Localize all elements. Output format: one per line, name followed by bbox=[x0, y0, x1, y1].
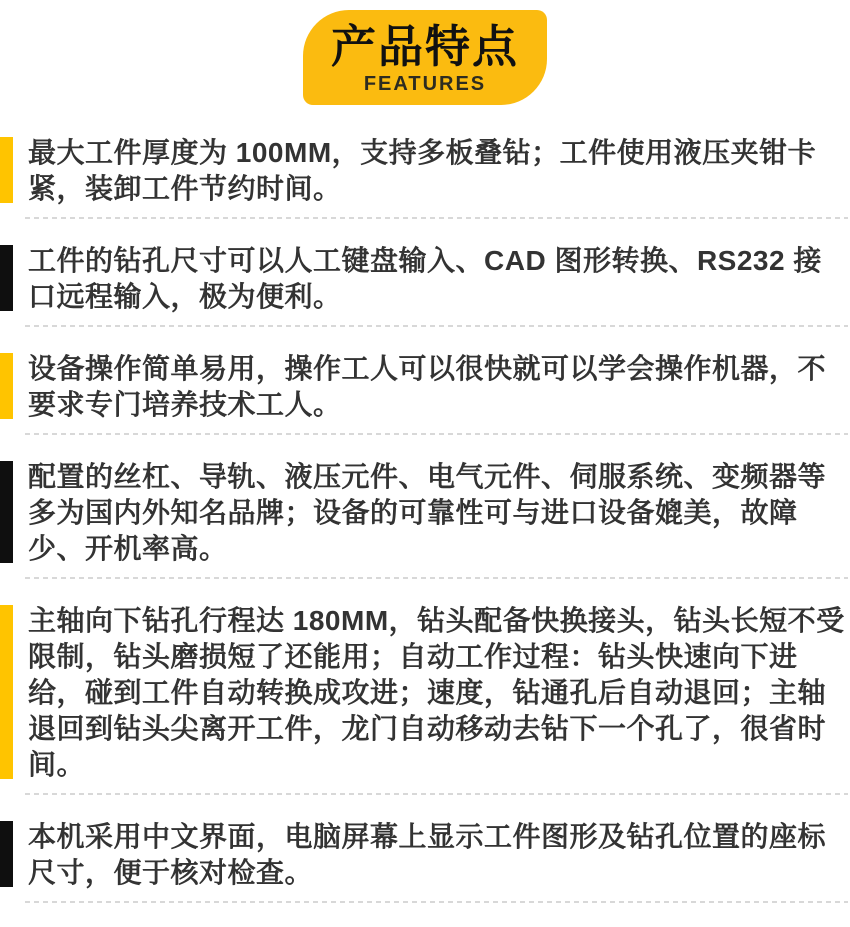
dashed-divider bbox=[25, 901, 848, 903]
dashed-divider bbox=[25, 325, 848, 327]
dashed-divider bbox=[25, 577, 848, 579]
feature-item bbox=[0, 351, 850, 423]
dashed-divider bbox=[25, 433, 848, 435]
accent-bar bbox=[0, 461, 13, 563]
feature-text: 工件的钻孔尺寸可以人工键盘输入、CAD 图形转换、RS232 接口远程输入，极为便利。 bbox=[28, 245, 822, 312]
feature-text: 本机采用中文界面，电脑屏幕上显示工件图形及钻孔位置的座标尺寸，便于核对检查。 bbox=[28, 821, 827, 888]
feature-text: 最大工件厚度为 100MM，支持多板叠钻；工件使用液压夹钳卡紧，装卸工件节约时间。 bbox=[28, 137, 817, 204]
accent-bar bbox=[0, 137, 13, 203]
accent-bar bbox=[0, 605, 13, 779]
accent-bar bbox=[0, 353, 13, 419]
page-subtitle: FEATURES bbox=[363, 73, 487, 96]
header bbox=[0, 0, 850, 105]
feature-item bbox=[0, 243, 850, 315]
feature-text: 设备操作简单易用，操作工人可以很快就可以学会操作机器，不要求专门培养技术工人。 bbox=[28, 353, 827, 420]
dashed-divider bbox=[25, 793, 848, 795]
page-title: 产品特点 bbox=[330, 20, 519, 72]
feature-item bbox=[0, 819, 850, 891]
feature-text: 主轴向下钻孔行程达 180MM，钻头配备快换接头，钻头长短不受限制，钻头磨损短了还能用；自动工作过程：钻头快速向下进给，碰到工件自动转换成攻进；速度，钻通孔后自动退回；主轴退回到钻头尖离开工件，龙门自动移动去钻下一个孔了，很省时间。 bbox=[28, 605, 845, 780]
accent-bar bbox=[0, 245, 13, 311]
dashed-divider bbox=[25, 217, 848, 219]
feature-item bbox=[0, 135, 850, 207]
feature-item bbox=[0, 459, 850, 567]
features-list bbox=[0, 135, 850, 903]
accent-bar bbox=[0, 821, 13, 887]
features-badge bbox=[303, 10, 547, 105]
feature-item bbox=[0, 603, 850, 783]
feature-text: 配置的丝杠、导轨、液压元件、电气元件、伺服系统、变频器等多为国内外知名品牌；设备的可靠性可与进口设备媲美，故障少、开机率高。 bbox=[28, 461, 827, 564]
